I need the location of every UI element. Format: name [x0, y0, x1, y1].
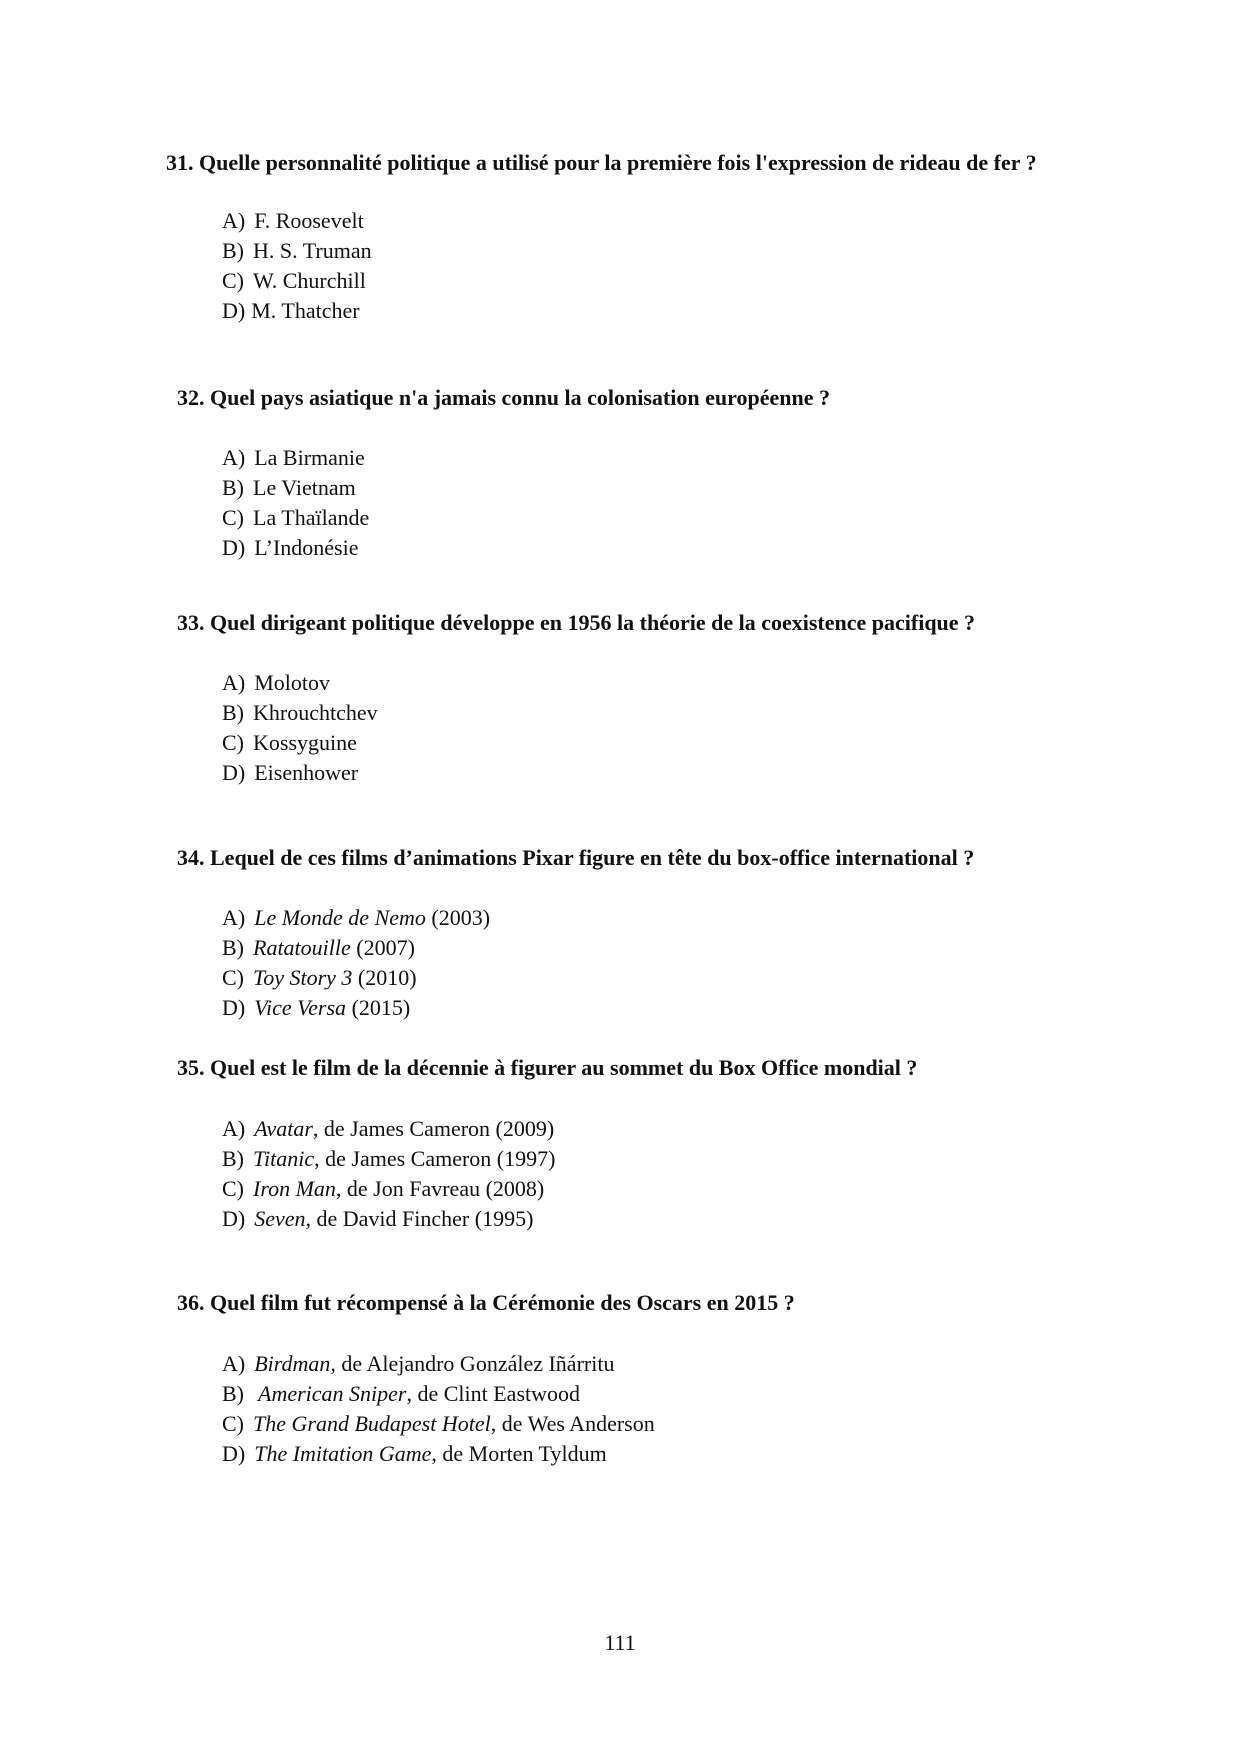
question-title: [166, 150, 1037, 176]
film-title: Birdman: [254, 1351, 331, 1376]
option-d: [222, 1206, 533, 1232]
option-detail: , de James Cameron (1997): [314, 1146, 556, 1171]
option-a: [222, 1116, 554, 1142]
film-title: Ratatouille: [253, 935, 351, 960]
option-letter: C): [222, 730, 244, 755]
option-b: [222, 1146, 555, 1172]
option-text: F. Roosevelt: [254, 208, 364, 233]
option-detail: (2010): [352, 965, 417, 990]
option-text: Kossyguine: [253, 730, 357, 755]
film-title: Avatar: [254, 1116, 313, 1141]
question-title: [177, 385, 830, 411]
option-letter: A): [222, 208, 246, 233]
option-letter: B): [222, 935, 244, 960]
film-title: The Imitation Game: [254, 1441, 432, 1466]
option-text: La Birmanie: [254, 445, 365, 470]
option-letter: D): [222, 1206, 246, 1231]
option-letter: D): [222, 535, 246, 560]
option-letter: A): [222, 445, 246, 470]
option-text: Eisenhower: [254, 760, 359, 785]
question-text: Quelle personnalité politique a utilisé pour la première fois l'expression de rideau de fer ?: [199, 150, 1037, 175]
option-letter: C): [222, 268, 244, 293]
option-letter: A): [222, 670, 246, 695]
option-detail: de David Fincher (1995): [311, 1206, 534, 1231]
option-a: [222, 670, 330, 696]
option-detail: (2015): [346, 995, 411, 1020]
option-letter: C): [222, 965, 244, 990]
option-c: [222, 268, 366, 294]
option-letter: D): [222, 760, 246, 785]
question-number: 34.: [177, 845, 205, 870]
option-text: H. S. Truman: [253, 238, 372, 263]
option-text: M. Thatcher: [251, 298, 360, 323]
option-a: [222, 1351, 614, 1377]
option-letter: B): [222, 700, 244, 725]
option-a: [222, 208, 364, 234]
film-title: Titanic: [253, 1146, 315, 1171]
option-letter: A): [222, 1351, 246, 1376]
option-letter: C): [222, 1176, 244, 1201]
question-text: Quel dirigeant politique développe en 1956 la théorie de la coexistence pacifique ?: [210, 610, 976, 635]
option-detail: , de James Cameron (2009): [312, 1116, 555, 1141]
option-d: [222, 1441, 607, 1467]
option-letter: A): [222, 1116, 246, 1141]
film-title: Iron Man: [253, 1176, 336, 1201]
option-letter: D): [222, 298, 246, 323]
option-d: [222, 535, 359, 561]
option-letter: A): [222, 905, 246, 930]
question-title: [177, 610, 975, 636]
question-number: 31.: [166, 150, 194, 175]
option-text: Khrouchtchev: [253, 700, 378, 725]
option-detail: , de Jon Favreau (2008): [335, 1176, 545, 1201]
question-text: Quel film fut récompensé à la Cérémonie des Oscars en 2015 ?: [210, 1290, 795, 1315]
question-text: Quel pays asiatique n'a jamais connu la colonisation européenne ?: [210, 385, 830, 410]
option-letter: D): [222, 1441, 246, 1466]
option-text: W. Churchill: [253, 268, 366, 293]
film-title: The Grand Budapest Hotel: [253, 1411, 491, 1436]
option-b: [222, 238, 372, 264]
question-number: 33.: [177, 610, 205, 635]
option-c: [222, 965, 417, 991]
question-title: [177, 1055, 917, 1081]
option-detail: , de Alejandro González Iñárritu: [330, 1351, 615, 1376]
question-number: 32.: [177, 385, 205, 410]
option-d: [222, 760, 358, 786]
question-text: Quel est le film de la décennie à figurer au sommet du Box Office mondial ?: [210, 1055, 918, 1080]
option-a: [222, 905, 490, 931]
option-text: Le Vietnam: [253, 475, 356, 500]
option-b: [222, 700, 378, 726]
option-b: [222, 1381, 580, 1407]
option-text: L’Indonésie: [254, 535, 359, 560]
question-text: Lequel de ces films d’animations Pixar figure en tête du box-office international ?: [210, 845, 975, 870]
option-letter: B): [222, 475, 244, 500]
film-title: Le Monde de Nemo: [254, 905, 426, 930]
option-letter: C): [222, 505, 244, 530]
option-c: [222, 1176, 544, 1202]
question-title: [177, 845, 974, 871]
page-number: 111: [604, 1630, 636, 1655]
option-detail: (2003): [425, 905, 491, 930]
film-title: American Sniper: [258, 1381, 407, 1406]
option-b: [222, 935, 415, 961]
option-letter: B): [222, 1146, 244, 1171]
option-letter: B): [222, 1381, 244, 1406]
option-letter: D): [222, 995, 246, 1020]
question-number: 35.: [177, 1055, 205, 1080]
option-c: [222, 1411, 655, 1437]
option-d: [222, 995, 410, 1021]
question-number: 36.: [177, 1290, 205, 1315]
option-d: [222, 298, 360, 324]
option-text: La Thaïlande: [253, 505, 370, 530]
option-a: [222, 445, 365, 471]
option-detail: (2007): [350, 935, 415, 960]
option-detail: , de Morten Tyldum: [431, 1441, 607, 1466]
option-c: [222, 730, 357, 756]
option-letter: C): [222, 1411, 244, 1436]
option-b: [222, 475, 356, 501]
option-text: Molotov: [254, 670, 331, 695]
option-letter: B): [222, 238, 244, 263]
question-title: [177, 1290, 795, 1316]
film-title: Vice Versa: [254, 995, 347, 1020]
option-detail: , de Clint Eastwood: [406, 1381, 581, 1406]
film-title: Seven,: [254, 1206, 312, 1231]
option-detail: , de Wes Anderson: [490, 1411, 655, 1436]
option-c: [222, 505, 369, 531]
film-title: Toy Story 3: [253, 965, 353, 990]
